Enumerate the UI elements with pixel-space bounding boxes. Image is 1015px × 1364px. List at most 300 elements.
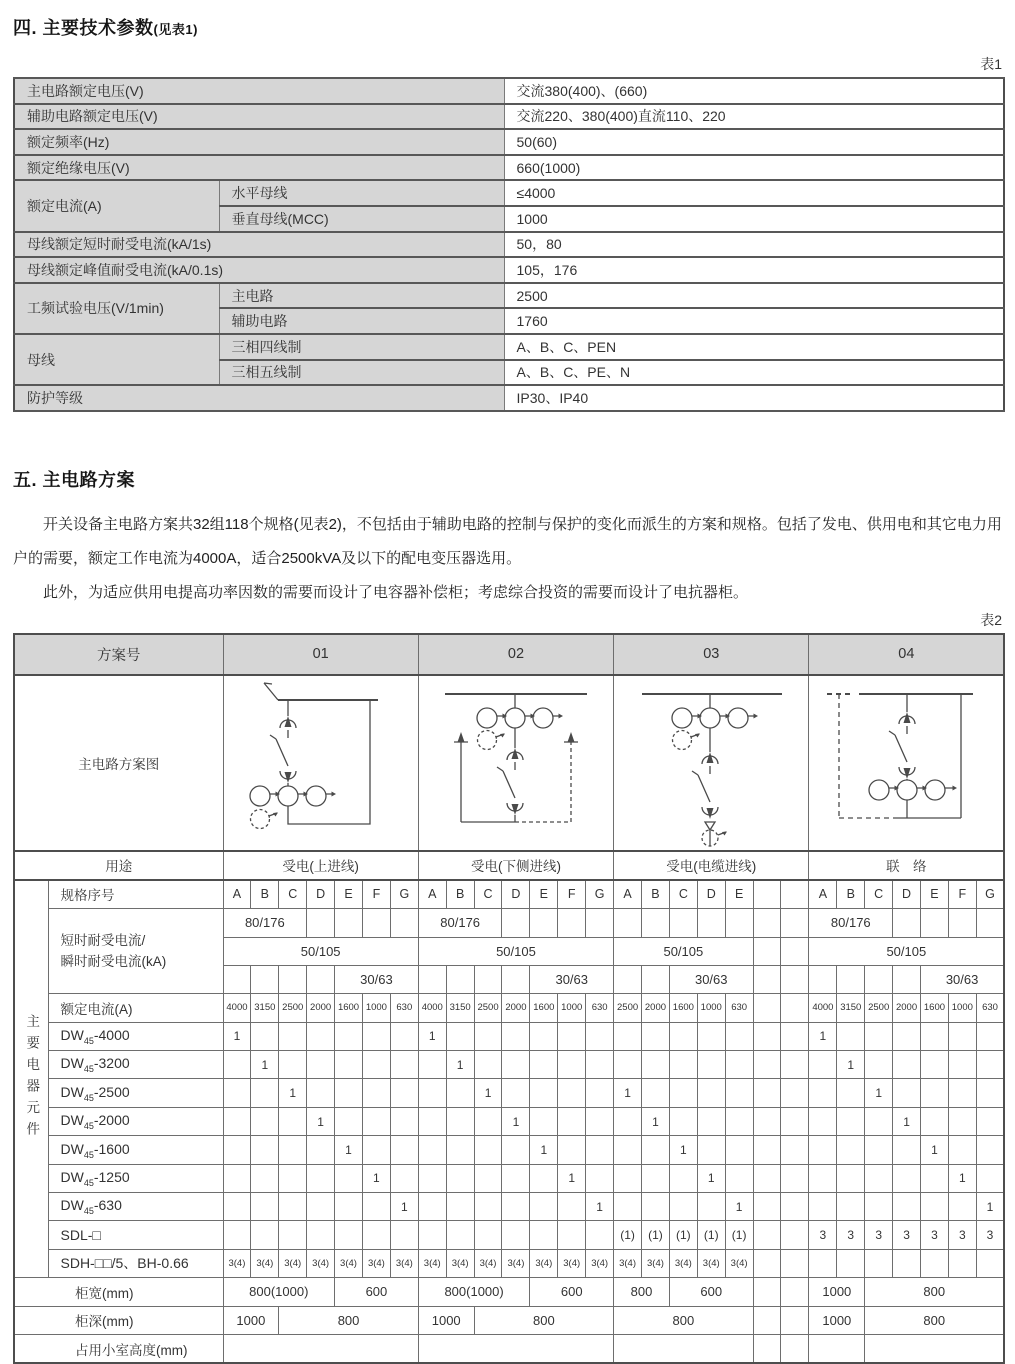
spec-cell bbox=[809, 1249, 837, 1277]
spec-cell bbox=[418, 1334, 613, 1363]
spec-cell: A bbox=[809, 880, 837, 909]
spec-cell: 630 bbox=[725, 994, 753, 1022]
param-value: 交流220、380(400)直流110、220 bbox=[504, 104, 1004, 130]
spec-cell bbox=[335, 1193, 363, 1221]
usage-scheme-02: 受电(下侧进线) bbox=[418, 851, 613, 880]
spec-cell: 2000 bbox=[307, 994, 335, 1022]
spec-cell: 3(4) bbox=[307, 1249, 335, 1277]
spec-cell bbox=[697, 909, 725, 937]
spec-cell bbox=[474, 1136, 502, 1164]
spec-cell bbox=[893, 909, 921, 937]
spec-cell bbox=[893, 965, 921, 993]
spec-cell bbox=[446, 1022, 474, 1050]
param-value: IP30、IP40 bbox=[504, 385, 1004, 411]
spec-cell: 1 bbox=[418, 1022, 446, 1050]
spec-cell: 3 bbox=[865, 1221, 893, 1249]
spec-cell bbox=[781, 1278, 809, 1306]
spec-cell bbox=[725, 1079, 753, 1107]
spec-grid-body bbox=[14, 880, 1004, 1364]
spec-cell: 1 bbox=[390, 1193, 418, 1221]
spec-cell bbox=[614, 909, 642, 937]
scheme-header-row bbox=[14, 634, 1004, 675]
main-circuit-schemes-table bbox=[13, 633, 1005, 1364]
param-label: 母线额定峰值耐受电流(kA/0.1s) bbox=[14, 257, 504, 283]
spec-cell bbox=[335, 1079, 363, 1107]
scheme-no-header: 方案号 bbox=[14, 634, 223, 675]
spec-cell bbox=[279, 965, 307, 993]
spec-cell: 3(4) bbox=[586, 1249, 614, 1277]
spec-cell bbox=[753, 965, 781, 993]
table-row bbox=[14, 155, 1004, 181]
spec-cell bbox=[753, 1306, 781, 1334]
spec-cell bbox=[809, 1107, 837, 1135]
spec-cell: 30/63 bbox=[921, 965, 1005, 993]
spec-cell bbox=[335, 1221, 363, 1249]
spec-cell bbox=[223, 1079, 251, 1107]
param-value: 50，80 bbox=[504, 232, 1004, 258]
scheme-01-diagram bbox=[226, 678, 416, 848]
spec-cell bbox=[362, 909, 390, 937]
param-label: 辅助电路额定电压(V) bbox=[14, 104, 504, 130]
spec-cell bbox=[837, 1193, 865, 1221]
spec-cell: 2500 bbox=[865, 994, 893, 1022]
spec-cell bbox=[697, 1136, 725, 1164]
param-sublabel: 主电路 bbox=[219, 283, 504, 309]
spec-cell bbox=[390, 909, 418, 937]
spec-cell: 1 bbox=[251, 1051, 279, 1079]
spec-cell: 3150 bbox=[446, 994, 474, 1022]
spec-cell bbox=[530, 1221, 558, 1249]
spec-cell: 800 bbox=[865, 1278, 1004, 1306]
spec-cell: 800 bbox=[614, 1278, 670, 1306]
param-value: 50(60) bbox=[504, 129, 1004, 155]
scheme-03-diagram-cell bbox=[614, 675, 809, 851]
spec-cell: 2500 bbox=[474, 994, 502, 1022]
spec-cell bbox=[669, 1022, 697, 1050]
section5-title: 五. 主电路方案 bbox=[13, 469, 136, 490]
spec-cell bbox=[976, 1249, 1004, 1277]
spec-row bbox=[14, 1334, 1004, 1363]
param-value: 1760 bbox=[504, 308, 1004, 334]
section4-title bbox=[13, 14, 1005, 40]
spec-cell bbox=[976, 1079, 1004, 1107]
spec-cell bbox=[865, 1107, 893, 1135]
spec-cell bbox=[530, 1164, 558, 1192]
spec-cell bbox=[223, 1334, 418, 1363]
spec-cell bbox=[558, 1051, 586, 1079]
spec-cell bbox=[921, 1079, 949, 1107]
spec-cell bbox=[865, 1164, 893, 1192]
spec-cell bbox=[223, 1051, 251, 1079]
spec-row-label: 规格序号 bbox=[48, 880, 223, 909]
param-sublabel: 垂直母线(MCC) bbox=[219, 206, 504, 232]
spec-cell bbox=[976, 1107, 1004, 1135]
spec-cell: 1000 bbox=[697, 994, 725, 1022]
spec-cell bbox=[530, 1022, 558, 1050]
spec-cell: 1 bbox=[697, 1164, 725, 1192]
spec-cell: E bbox=[530, 880, 558, 909]
spec-cell: 1000 bbox=[418, 1306, 474, 1334]
spec-cell bbox=[614, 1051, 642, 1079]
spec-cell bbox=[390, 1221, 418, 1249]
spec-cell bbox=[837, 1136, 865, 1164]
spec-cell bbox=[251, 1107, 279, 1135]
spec-cell: G bbox=[390, 880, 418, 909]
param-label: 母线 bbox=[14, 334, 219, 385]
spec-cell: 3 bbox=[893, 1221, 921, 1249]
spec-cell bbox=[948, 1022, 976, 1050]
spec-row bbox=[14, 1136, 1004, 1164]
table-row bbox=[14, 385, 1004, 411]
spec-cell bbox=[865, 1193, 893, 1221]
spec-cell bbox=[753, 1334, 781, 1363]
spec-cell bbox=[223, 1107, 251, 1135]
spec-cell: F bbox=[558, 880, 586, 909]
spec-row bbox=[14, 1107, 1004, 1135]
spec-cell bbox=[251, 1022, 279, 1050]
spec-cell: C bbox=[279, 880, 307, 909]
spec-row bbox=[14, 994, 1004, 1022]
spec-cell bbox=[502, 1079, 530, 1107]
spec-cell: 800 bbox=[614, 1306, 753, 1334]
param-value: 1000 bbox=[504, 206, 1004, 232]
spec-cell bbox=[307, 1193, 335, 1221]
spec-cell bbox=[335, 909, 363, 937]
scheme-02-diagram bbox=[421, 678, 611, 848]
spec-cell: 1 bbox=[558, 1164, 586, 1192]
spec-cell bbox=[614, 1022, 642, 1050]
spec-cell bbox=[502, 1051, 530, 1079]
spec-cell bbox=[781, 1334, 809, 1363]
spec-cell: E bbox=[335, 880, 363, 909]
spec-cell: F bbox=[948, 880, 976, 909]
spec-cell: 3(4) bbox=[335, 1249, 363, 1277]
spec-row-label: 占用小室高度(mm) bbox=[14, 1334, 223, 1363]
spec-cell: 1000 bbox=[809, 1278, 865, 1306]
spec-cell bbox=[251, 1164, 279, 1192]
spec-cell bbox=[362, 1136, 390, 1164]
spec-row-label: 柜宽(mm) bbox=[14, 1278, 223, 1306]
spec-cell: 600 bbox=[335, 1278, 419, 1306]
spec-cell: 80/176 bbox=[809, 909, 893, 937]
spec-cell: 1000 bbox=[223, 1306, 279, 1334]
spec-cell: 1000 bbox=[948, 994, 976, 1022]
spec-cell bbox=[307, 1051, 335, 1079]
spec-cell: 50/105 bbox=[809, 937, 1004, 965]
spec-cell bbox=[279, 1136, 307, 1164]
spec-cell bbox=[725, 1051, 753, 1079]
spec-cell bbox=[642, 1079, 670, 1107]
spec-row-label: $DW_{45}-1250$ bbox=[48, 1164, 223, 1192]
spec-cell bbox=[279, 1221, 307, 1249]
spec-cell bbox=[502, 1221, 530, 1249]
spec-cell bbox=[418, 1193, 446, 1221]
spec-cell bbox=[753, 1221, 781, 1249]
spec-cell bbox=[837, 1107, 865, 1135]
spec-cell bbox=[753, 994, 781, 1022]
spec-cell bbox=[753, 1249, 781, 1277]
spec-cell bbox=[446, 1107, 474, 1135]
spec-cell: 3 bbox=[809, 1221, 837, 1249]
spec-row-label: $DW_{45}-630$ bbox=[48, 1193, 223, 1221]
spec-cell: B bbox=[837, 880, 865, 909]
spec-cell: 2500 bbox=[279, 994, 307, 1022]
spec-cell bbox=[642, 1164, 670, 1192]
spec-cell: 1 bbox=[502, 1107, 530, 1135]
spec-row bbox=[14, 880, 1004, 909]
spec-cell bbox=[893, 1051, 921, 1079]
spec-cell: 1 bbox=[725, 1193, 753, 1221]
spec-cell: 3(4) bbox=[697, 1249, 725, 1277]
spec-cell bbox=[390, 1136, 418, 1164]
usage-scheme-03: 受电(电缆进线) bbox=[614, 851, 809, 880]
spec-cell bbox=[781, 1164, 809, 1192]
spec-cell bbox=[809, 1164, 837, 1192]
spec-cell bbox=[669, 1164, 697, 1192]
spec-cell: 3(4) bbox=[362, 1249, 390, 1277]
spec-cell: 50/105 bbox=[223, 937, 418, 965]
spec-cell bbox=[837, 1164, 865, 1192]
spec-cell bbox=[474, 1022, 502, 1050]
spec-cell bbox=[614, 1136, 642, 1164]
spec-cell bbox=[781, 909, 809, 937]
spec-cell bbox=[781, 994, 809, 1022]
spec-cell bbox=[669, 1079, 697, 1107]
spec-cell bbox=[279, 1164, 307, 1192]
spec-cell bbox=[642, 965, 670, 993]
paragraph-1: 开关设备主电路方案共32组118个规格(见表2)，不包括由于辅助电路的控制与保护的变化而派生的方案和规格。包括了发电、供用电和其它电力用户的需要，额定工作电流为4000A，适合2500kVA及以下的配电变压器选用。 bbox=[13, 515, 1002, 567]
spec-cell: 3 bbox=[948, 1221, 976, 1249]
spec-cell bbox=[865, 1249, 893, 1277]
spec-cell bbox=[781, 1136, 809, 1164]
spec-cell bbox=[976, 1022, 1004, 1050]
spec-cell: F bbox=[362, 880, 390, 909]
spec-cell: 800 bbox=[279, 1306, 419, 1334]
spec-cell: D bbox=[697, 880, 725, 909]
spec-cell bbox=[669, 1107, 697, 1135]
spec-cell bbox=[865, 1051, 893, 1079]
spec-cell: 30/63 bbox=[530, 965, 614, 993]
spec-cell: 1 bbox=[530, 1136, 558, 1164]
spec-cell: 1 bbox=[976, 1193, 1004, 1221]
spec-cell bbox=[753, 1193, 781, 1221]
usage-scheme-01: 受电(上进线) bbox=[223, 851, 418, 880]
spec-cell bbox=[586, 1022, 614, 1050]
spec-cell bbox=[502, 1022, 530, 1050]
section4-title-note: (见表1) bbox=[153, 22, 198, 37]
spec-cell: 800 bbox=[474, 1306, 614, 1334]
spec-cell bbox=[921, 1022, 949, 1050]
section4-title-text: 四. 主要技术参数 bbox=[13, 18, 154, 38]
spec-cell bbox=[697, 1107, 725, 1135]
spec-cell bbox=[809, 1051, 837, 1079]
spec-cell bbox=[446, 1164, 474, 1192]
param-value: A、B、C、PE、N bbox=[504, 360, 1004, 386]
spec-cell bbox=[418, 1221, 446, 1249]
table-row bbox=[14, 334, 1004, 360]
spec-cell bbox=[669, 1051, 697, 1079]
spec-cell bbox=[781, 880, 809, 909]
spec-cell: 4000 bbox=[809, 994, 837, 1022]
param-value: 交流380(400)、(660) bbox=[504, 78, 1004, 104]
spec-cell bbox=[586, 1107, 614, 1135]
param-sublabel: 三相四线制 bbox=[219, 334, 504, 360]
param-label: 工频试验电压(V/1min) bbox=[14, 283, 219, 334]
spec-cell bbox=[809, 1193, 837, 1221]
spec-cell: 1 bbox=[223, 1022, 251, 1050]
spec-row-label: SDH-□□/5、BH-0.66 bbox=[48, 1249, 223, 1277]
spec-cell bbox=[307, 1221, 335, 1249]
spec-cell bbox=[642, 1051, 670, 1079]
spec-cell bbox=[586, 909, 614, 937]
spec-cell: B bbox=[446, 880, 474, 909]
spec-cell bbox=[781, 1306, 809, 1334]
scheme-03-header: 03 bbox=[614, 634, 809, 675]
spec-cell bbox=[725, 1107, 753, 1135]
spec-cell bbox=[781, 1079, 809, 1107]
spec-cell bbox=[697, 1051, 725, 1079]
spec-row-label: SDL-□ bbox=[48, 1221, 223, 1249]
spec-cell bbox=[948, 1079, 976, 1107]
spec-cell bbox=[893, 1079, 921, 1107]
spec-cell bbox=[921, 909, 949, 937]
spec-cell: 80/176 bbox=[223, 909, 307, 937]
spec-cell bbox=[753, 937, 781, 965]
spec-cell: 1 bbox=[893, 1107, 921, 1135]
spec-cell: 30/63 bbox=[335, 965, 419, 993]
spec-cell bbox=[865, 1334, 1004, 1363]
usage-row-label: 用途 bbox=[14, 851, 223, 880]
spec-cell bbox=[642, 909, 670, 937]
spec-cell bbox=[753, 880, 781, 909]
spec-cell: 630 bbox=[390, 994, 418, 1022]
spec-cell bbox=[474, 1051, 502, 1079]
spec-cell bbox=[362, 1107, 390, 1135]
spec-cell bbox=[251, 1136, 279, 1164]
table-row bbox=[14, 180, 1004, 206]
spec-cell: C bbox=[865, 880, 893, 909]
spec-cell: 1 bbox=[948, 1164, 976, 1192]
spec-cell bbox=[781, 1193, 809, 1221]
spec-cell bbox=[390, 1079, 418, 1107]
spec-cell bbox=[418, 1051, 446, 1079]
spec-row-label: 短时耐受电流/ 瞬时耐受电流(kA) bbox=[48, 909, 223, 994]
spec-cell bbox=[418, 1079, 446, 1107]
spec-cell: 3150 bbox=[837, 994, 865, 1022]
usage-row bbox=[14, 851, 1004, 880]
spec-cell: A bbox=[614, 880, 642, 909]
spec-cell: 3(4) bbox=[474, 1249, 502, 1277]
spec-cell bbox=[725, 1164, 753, 1192]
spec-row bbox=[14, 909, 1004, 937]
spec-cell: 3(4) bbox=[502, 1249, 530, 1277]
spec-cell bbox=[948, 909, 976, 937]
param-label: 母线额定短时耐受电流(kA/1s) bbox=[14, 232, 504, 258]
spec-cell bbox=[725, 1136, 753, 1164]
param-sublabel: 辅助电路 bbox=[219, 308, 504, 334]
technical-parameters-table bbox=[13, 77, 1005, 412]
spec-cell: A bbox=[418, 880, 446, 909]
spec-cell bbox=[418, 1107, 446, 1135]
spec-row bbox=[14, 1221, 1004, 1249]
table-row bbox=[14, 232, 1004, 258]
spec-cell bbox=[390, 1022, 418, 1050]
spec-cell bbox=[948, 1136, 976, 1164]
spec-cell bbox=[586, 1221, 614, 1249]
spec-cell bbox=[614, 1193, 642, 1221]
spec-cell bbox=[446, 965, 474, 993]
spec-row bbox=[14, 1051, 1004, 1079]
spec-cell bbox=[753, 1107, 781, 1135]
spec-cell bbox=[753, 1022, 781, 1050]
spec-cell bbox=[865, 1022, 893, 1050]
spec-cell bbox=[558, 1107, 586, 1135]
spec-cell bbox=[474, 1164, 502, 1192]
spec-cell bbox=[753, 909, 781, 937]
spec-cell bbox=[809, 965, 837, 993]
table-row bbox=[14, 257, 1004, 283]
spec-cell bbox=[558, 1193, 586, 1221]
spec-cell bbox=[976, 909, 1004, 937]
usage-scheme-04: 联 络 bbox=[809, 851, 1004, 880]
spec-cell: D bbox=[307, 880, 335, 909]
spec-cell bbox=[307, 1164, 335, 1192]
spec-cell: 800 bbox=[865, 1306, 1004, 1334]
spec-cell bbox=[502, 965, 530, 993]
spec-row-label: $DW_{45}-2500$ bbox=[48, 1079, 223, 1107]
spec-cell bbox=[474, 1107, 502, 1135]
spec-cell bbox=[753, 1051, 781, 1079]
spec-cell bbox=[251, 965, 279, 993]
scheme-04-diagram-cell bbox=[809, 675, 1004, 851]
spec-cell bbox=[474, 965, 502, 993]
param-sublabel: 水平母线 bbox=[219, 180, 504, 206]
spec-cell bbox=[976, 1136, 1004, 1164]
spec-cell: 1 bbox=[921, 1136, 949, 1164]
spec-cell bbox=[725, 1022, 753, 1050]
param-label: 额定频率(Hz) bbox=[14, 129, 504, 155]
spec-row-label: 额定电流(A) bbox=[48, 994, 223, 1022]
spec-cell: E bbox=[921, 880, 949, 909]
spec-row-label: $DW_{45}-2000$ bbox=[48, 1107, 223, 1135]
spec-cell: 3(4) bbox=[390, 1249, 418, 1277]
spec-cell: B bbox=[251, 880, 279, 909]
spec-cell: 3(4) bbox=[418, 1249, 446, 1277]
spec-cell bbox=[362, 1193, 390, 1221]
spec-cell bbox=[697, 1022, 725, 1050]
param-value: A、B、C、PEN bbox=[504, 334, 1004, 360]
spec-cell bbox=[781, 1221, 809, 1249]
spec-cell bbox=[586, 1051, 614, 1079]
spec-cell bbox=[418, 1136, 446, 1164]
spec-cell bbox=[307, 1022, 335, 1050]
spec-cell bbox=[279, 1051, 307, 1079]
scheme-03-diagram bbox=[616, 678, 806, 848]
spec-row-label: $DW_{45}-3200$ bbox=[48, 1051, 223, 1079]
spec-cell bbox=[753, 1164, 781, 1192]
spec-cell: 1600 bbox=[921, 994, 949, 1022]
spec-cell: 3(4) bbox=[251, 1249, 279, 1277]
spec-cell bbox=[558, 1022, 586, 1050]
param-label: 额定电流(A) bbox=[14, 180, 219, 231]
scheme-01-diagram-cell bbox=[223, 675, 418, 851]
scheme-01-header: 01 bbox=[223, 634, 418, 675]
spec-cell bbox=[558, 1136, 586, 1164]
spec-cell: 2500 bbox=[614, 994, 642, 1022]
spec-cell bbox=[362, 1051, 390, 1079]
spec-cell bbox=[251, 1079, 279, 1107]
spec-cell: 3(4) bbox=[725, 1249, 753, 1277]
